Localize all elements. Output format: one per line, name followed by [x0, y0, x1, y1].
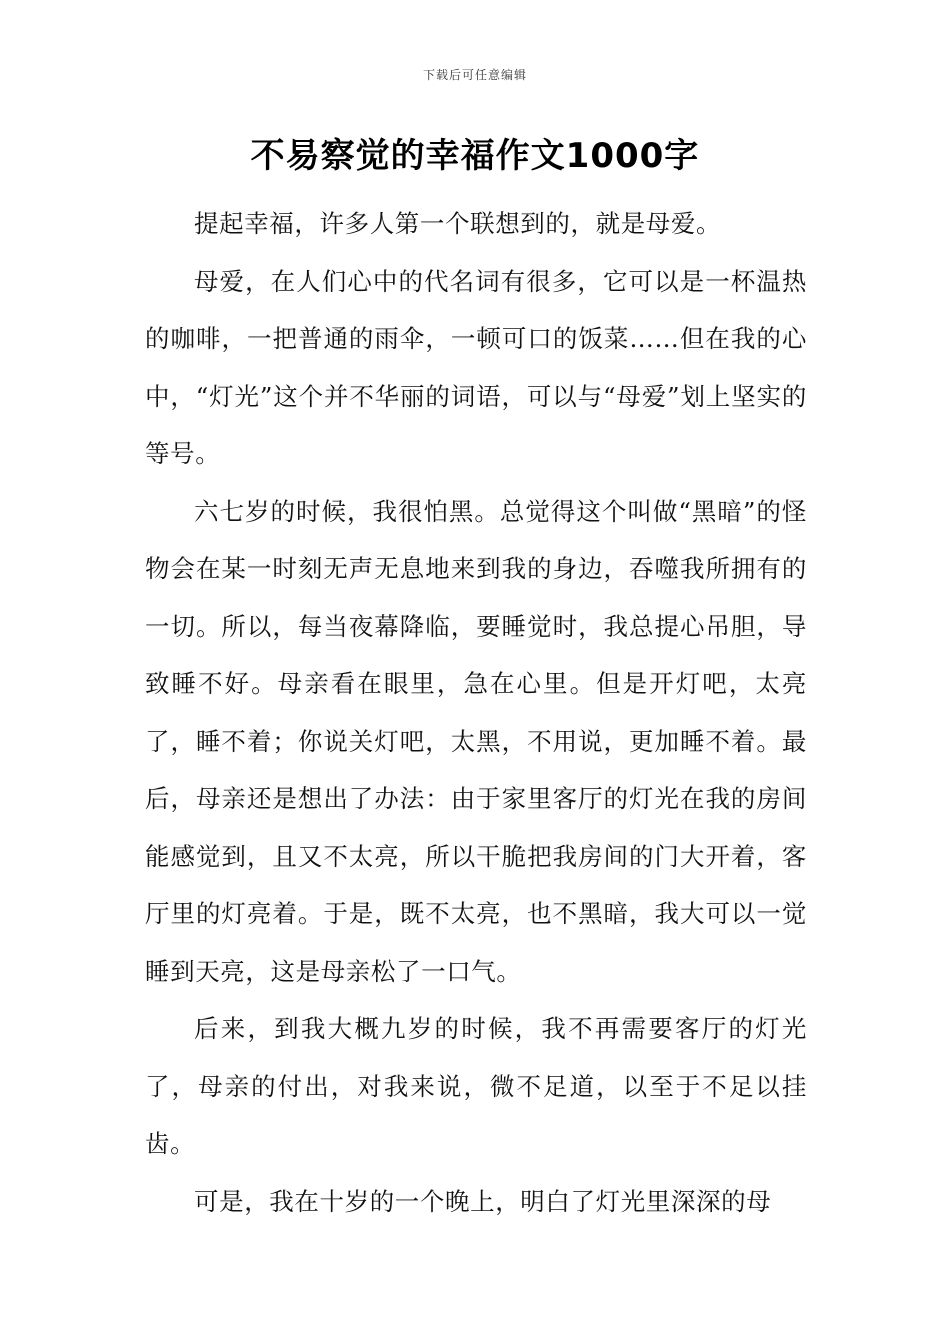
document-title: 不易察觉的幸福作文1000字 — [250, 136, 700, 176]
paragraph-4: 后来，到我大概九岁的时候，我不再需要客厅的灯光了，母亲的付出，对我来说，微不足道，以至于不足以挂齿。 — [145, 1014, 807, 1158]
paragraph-5: 可是，我在十岁的一个晚上，明白了灯光里深深的母 — [194, 1186, 772, 1216]
header-note: 下载后可任意编辑 — [422, 68, 527, 82]
paragraph-2: 母爱，在人们心中的代名词有很多，它可以是一杯温热的咖啡，一把普通的雨伞，一顿可口的饭菜……但在我的心中，“灯光”这个并不华丽的词语，可以与“母爱”划上坚实的等号。 — [145, 266, 807, 468]
paragraph-1: 提起幸福，许多人第一个联想到的，就是母爱。 — [194, 209, 722, 238]
document-body — [145, 195, 807, 1230]
paragraph-3: 六七岁的时候，我很怕黑。总觉得这个叫做“黑暗”的怪物会在某一时刻无声无息地来到我的身边，吞噬我所拥有的一切。所以，每当夜幕降临，要睡觉时，我总提心吊胆，导致睡不好。母亲看在眼里，急在心里。但是开灯吧，太亮了，睡不着；你说关灯吧，太黑，不用说，更加睡不着。最后，母亲还是想出了办法：由于家里客厅的灯光在我的房间能感觉到，且又不太亮，所以干脆把我房间的门大开着，客厅里的灯亮着。于是，既不太亮，也不黑暗，我大可以一觉睡到天亮，这是母亲松了一口气。 — [145, 496, 807, 986]
